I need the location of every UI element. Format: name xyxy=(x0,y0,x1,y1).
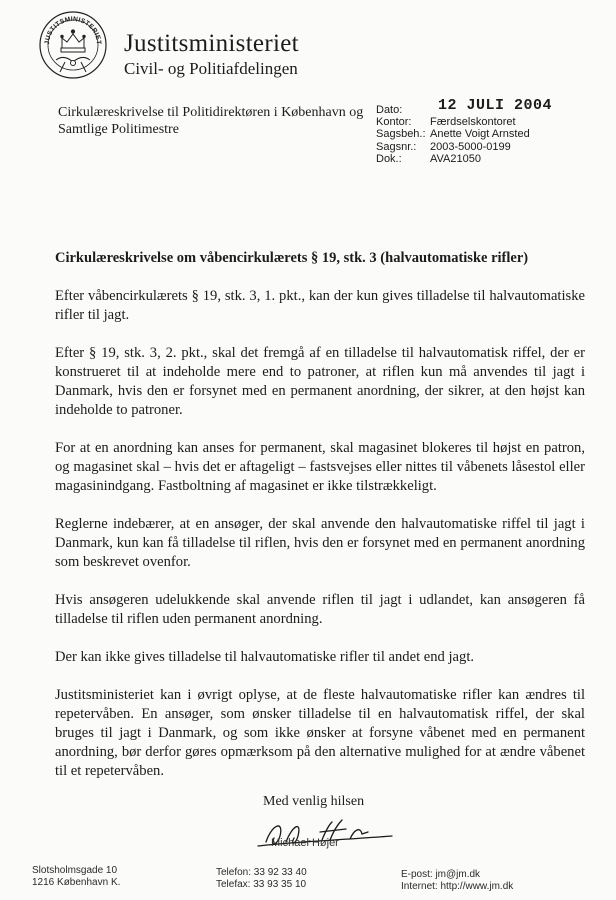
footer-street: Slotsholmsgade 10 xyxy=(32,865,118,876)
body-paragraph: Reglerne indebærer, at en ansøger, der skal anvende den halvautomatiske riffel til jagt i Danmark, kun kan få tilladelse til riflen, hvis den er forsynet med en permanent anordning som beskrevet ovenfor. xyxy=(55,516,585,570)
recipient-line: Samtlige Politimestre xyxy=(58,122,179,137)
closing-greeting: Med venlig hilsen xyxy=(263,794,365,809)
footer-website: Internet: http://www.jm.dk xyxy=(401,880,514,892)
date-stamp: 12 JULI 2004 xyxy=(438,97,553,114)
caseworker-label: Sagsbeh.: xyxy=(376,128,426,141)
recipient-block xyxy=(58,104,378,138)
date-label: Dato: xyxy=(376,104,403,116)
footer-email: E-post: jm@jm.dk xyxy=(401,869,481,880)
body-paragraph: Efter våbencirkulærets § 19, stk. 3, 1. pkt., kan der kun gives tilladelse til halvautomatiske rifler til jagt. xyxy=(55,288,585,323)
seal-lettering: JUSTITSMINISTERIET xyxy=(43,15,103,45)
footer-telephone: Telefon: 33 92 33 40 xyxy=(216,867,307,878)
body-paragraph: For at en anordning kan anses for permanent, skal magasinet blokeres til højst en patron, og magasinet skal – hvis det er aftageligt – fastsvejses eller nittes til våbenets låsestol eller magasinindgang. Fastboltning af magasinet er ikke tilstrækkeligt. xyxy=(55,440,585,494)
case-number-label: Sagsnr.: xyxy=(376,140,417,153)
caseworker-value: Anette Voigt Arnsted xyxy=(430,128,530,141)
body-paragraph: Hvis ansøgeren udelukkende skal anvende riflen til jagt i udlandet, kan ansøgeren få tilladelse til riflen uden permanent anordning. xyxy=(55,592,585,627)
office-label: Kontor: xyxy=(376,116,412,129)
letter-subject: Cirkulæreskrivelse om våbencirkulærets § 19, stk. 3 (halvautomatiske rifler) xyxy=(55,250,529,266)
office-value: Færdselskontoret xyxy=(430,116,516,129)
ministry-name: Justitsministeriet xyxy=(124,30,299,57)
body-paragraph: Der kan ikke gives tilladelse til halvautomatiske rifler til andet end jagt. xyxy=(55,649,475,665)
footer-address xyxy=(32,865,120,888)
document-metadata xyxy=(376,97,553,165)
signer-name: Michael Højer xyxy=(271,837,339,849)
crown-icon xyxy=(61,30,85,52)
ministry-seal-logo xyxy=(38,10,108,80)
handwritten-signature xyxy=(250,812,400,858)
document-id-label: Dok.: xyxy=(376,152,402,165)
footer-contact xyxy=(401,869,513,892)
recipient-line: Cirkulæreskrivelse til Politidirektøren i København og xyxy=(58,105,364,120)
body-paragraph: Efter § 19, stk. 3, 2. pkt., skal det fremgå af en tilladelse til halvautomatisk riffel, der er konstrueret til at indeholde mere end to patroner, at riflen kun må anvendes til jagt i Danmark, hvis den er forsynet med en permanent anordning, der sikrer, at den højst kan indeholde to patroner. xyxy=(55,345,585,418)
case-number-value: 2003-5000-0199 xyxy=(430,140,511,153)
letter-body xyxy=(55,287,585,800)
footer-phone xyxy=(216,867,307,890)
footer-city: 1216 København K. xyxy=(32,876,121,888)
footer-telefax: Telefax: 33 93 35 10 xyxy=(216,878,307,890)
department-name: Civil- og Politiafdelingen xyxy=(124,59,298,78)
body-paragraph: Justitsministeriet kan i øvrigt oplyse, at de fleste halvautomatiske rifler kan ændres til repetervåben. En ansøger, som ønsker tilladelse til en halvautomatisk riffel, der skal bruges til jagt i Danmark, og som ikke ønsker at forsyne våbenet med en permanent anordning, bør derfor gøres opmærksom på den alternative mulighed for at ændre våbenet til et repetervåben. xyxy=(55,687,585,779)
document-id-value: AVA21050 xyxy=(430,152,481,165)
